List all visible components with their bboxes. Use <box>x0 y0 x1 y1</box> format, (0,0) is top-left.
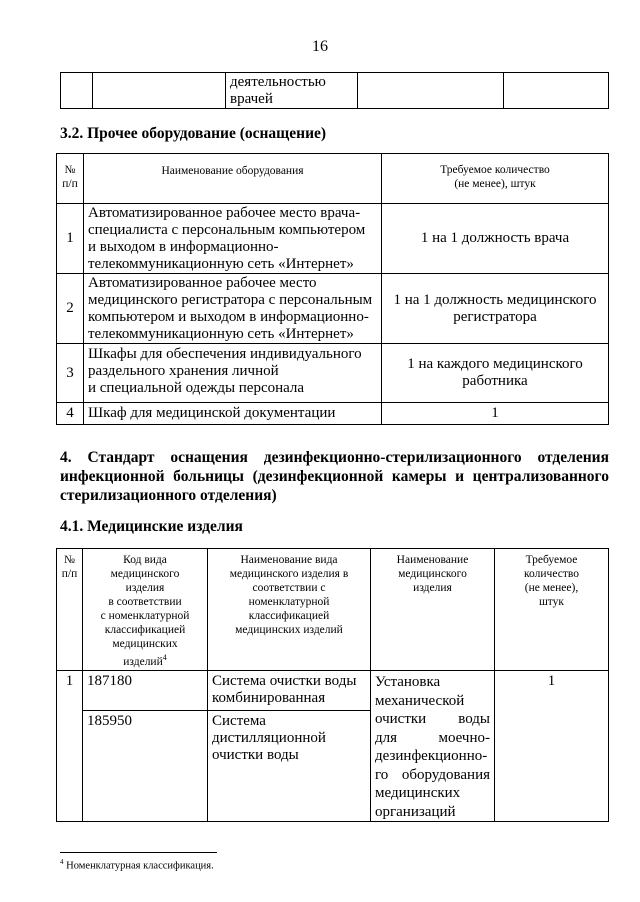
section-4-1-title: 4.1. Медицинские изделия <box>60 518 243 535</box>
title-word: дезинфекционно-стерилизационного <box>263 449 522 466</box>
row-name <box>84 204 382 274</box>
header-text: (не менее), штук <box>454 178 536 190</box>
equipment-table <box>56 153 609 425</box>
header-text: Код вида <box>123 554 167 566</box>
header-text: номенклатурной <box>248 596 330 608</box>
header-num <box>57 154 84 204</box>
table-row <box>57 344 609 403</box>
title-word: оснащения <box>170 449 248 466</box>
row-kind <box>208 711 371 822</box>
table-row <box>57 204 609 274</box>
row-num: 1 <box>57 671 83 822</box>
header-text: количество <box>524 568 579 580</box>
row-text-line: Система <box>212 713 266 730</box>
row-qty: 1 <box>382 403 609 425</box>
footnote-text: Номенклатурная классификация. <box>66 860 214 872</box>
title-word: отделения <box>537 449 609 466</box>
row-text-line: раздельного хранения личной <box>88 363 279 379</box>
row-name: Шкаф для медицинской документации <box>84 403 382 425</box>
row-kind <box>208 671 371 711</box>
table-row <box>57 274 609 344</box>
title-word: и <box>455 468 465 485</box>
header-text: классификацией <box>248 610 330 622</box>
header-text: в соответствии <box>108 596 182 608</box>
table-header-row <box>57 549 609 671</box>
header-text: медицинских изделий <box>235 624 343 636</box>
continued-cell-4 <box>358 73 504 109</box>
footnote-reference[interactable]: 4 <box>162 653 167 662</box>
row-num: 1 <box>57 204 84 274</box>
section-3-2-title: 3.2. Прочее оборудование (оснащение) <box>60 125 327 142</box>
row-text-line: Система очистки воды <box>212 673 357 689</box>
row-text-line: комбинированная <box>212 690 326 706</box>
row-qty: 1 <box>495 671 609 822</box>
row-name <box>84 274 382 344</box>
row-text-line: Установка <box>375 674 441 690</box>
row-qty <box>382 344 609 403</box>
table-row <box>57 403 609 425</box>
row-code: 185950 <box>83 711 208 822</box>
section-4-title <box>60 448 609 505</box>
footnote-mark: 4 <box>60 858 64 866</box>
header-text: медицинского <box>398 568 467 580</box>
row-text-line: регистратора <box>453 308 537 325</box>
row-text-line: медицинских <box>375 785 461 801</box>
row-text-line: медицинского регистратора с персональным <box>88 292 373 308</box>
header-name: Наименование оборудования <box>84 154 382 204</box>
row-qty <box>382 274 609 344</box>
header-qty <box>495 549 609 671</box>
header-num <box>57 549 83 671</box>
row-text-line: специалиста с персональным компьютером <box>88 222 366 238</box>
header-text: классификацией <box>104 624 186 636</box>
table-header-row <box>57 154 609 204</box>
title-word: Стандарт <box>87 449 155 466</box>
row-text-line: очистки воды <box>375 711 490 727</box>
header-text: Наименование вида <box>240 554 338 566</box>
row-text-line: телекоммуникационную сеть «Интернет» <box>88 256 354 272</box>
row-text-line: Автоматизированное рабочее место врача- <box>88 205 361 221</box>
medical-devices-table <box>56 548 609 822</box>
row-text-line: дистилляционной <box>212 730 326 747</box>
header-text: № <box>64 554 75 566</box>
header-qty <box>382 154 609 204</box>
row-text-line: механической <box>375 692 465 709</box>
row-text-line: Шкафы для обеспечения индивидуального <box>88 346 362 362</box>
row-name <box>84 344 382 403</box>
header-text: Требуемое <box>525 554 578 566</box>
header-text: соответствии с <box>252 582 326 594</box>
continued-cell-3 <box>226 73 358 109</box>
continued-cell-5 <box>504 73 609 109</box>
header-text: штук <box>538 596 565 608</box>
row-text-line: и специальной одежды персонала <box>88 380 305 396</box>
row-num: 4 <box>57 403 84 425</box>
footnote-divider <box>60 852 217 853</box>
title-word: камеры <box>391 468 447 485</box>
row-code: 187180 <box>83 671 208 711</box>
header-text: изделия <box>413 582 452 594</box>
header-kind <box>208 549 371 671</box>
row-num: 2 <box>57 274 84 344</box>
row-text-line: 1 на 1 должность медицинского <box>393 291 597 308</box>
row-text-line: организаций <box>375 803 456 820</box>
continued-table <box>60 72 609 109</box>
row-text-line: телекоммуникационную сеть «Интернет» <box>88 326 354 342</box>
header-text: (не менее), <box>524 582 579 594</box>
header-text: медицинского изделия в <box>229 568 349 580</box>
page-number: 16 <box>312 38 328 55</box>
footnote <box>60 858 214 872</box>
title-word: централизованного <box>472 468 609 485</box>
continued-text-line: врачей <box>230 91 273 107</box>
continued-text-line: деятельностью <box>230 74 326 90</box>
row-num: 3 <box>57 344 84 403</box>
row-text-line: и выходом в информационно- <box>88 239 279 255</box>
header-text: п/п <box>61 568 78 580</box>
row-text-line: Автоматизированное рабочее место <box>88 275 317 291</box>
header-text: изделия <box>125 582 165 594</box>
header-text: Наименование <box>396 554 469 566</box>
row-text-line: го оборудования <box>375 766 490 783</box>
row-text-line: для моечно- <box>375 729 490 746</box>
row-text-line: очистки воды <box>212 747 299 764</box>
header-text: изделий$^4$ <box>123 653 167 668</box>
title-word: 4. <box>60 449 72 466</box>
header-text: с номенклатурной <box>100 610 190 622</box>
row-device-name <box>371 671 495 822</box>
row-text-line: работника <box>462 373 528 389</box>
header-text: Требуемое количество <box>440 164 550 176</box>
title-line: стерилизационного отделения) <box>60 487 277 504</box>
header-text: № <box>64 164 76 176</box>
row-text-line: дезинфекционно- <box>375 748 488 764</box>
header-text: медицинского <box>110 568 180 580</box>
row-text-line: 1 на каждого медицинского <box>407 356 583 372</box>
header-text: медицинских <box>112 638 178 650</box>
header-code <box>83 549 208 671</box>
header-device-name <box>371 549 495 671</box>
row-text-line: компьютером и выходом в информационно- <box>88 309 369 325</box>
row-qty: 1 на 1 должность врача <box>382 204 609 274</box>
continued-cell-1 <box>61 73 93 109</box>
title-word: (дезинфекционной <box>252 468 384 485</box>
table-row <box>57 671 609 711</box>
header-text: п/п <box>62 178 78 190</box>
title-word: больницы <box>173 468 245 485</box>
title-word: инфекционной <box>60 468 165 485</box>
continued-cell-2 <box>93 73 226 109</box>
